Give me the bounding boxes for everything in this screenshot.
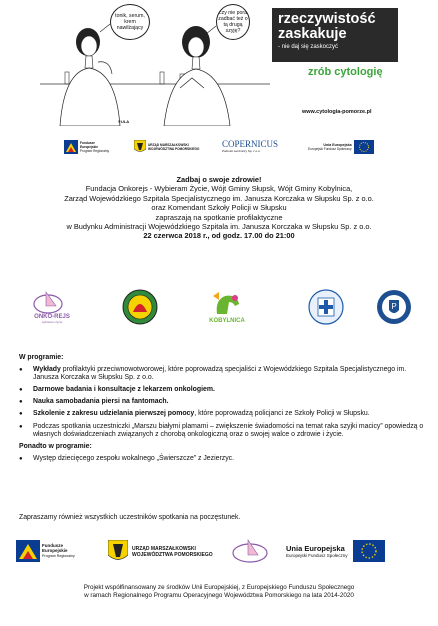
logo-fundusze-europejskie-bottom: Fundusze Europejskie Program Regionalny (16, 540, 75, 562)
campaign-cta: zrób cytologię (308, 66, 383, 78)
logo-urzad-marszalkowski: URZĄD MARSZAŁKOWSKI WOJEWÓDZTWA POMORSKIEGO (134, 140, 199, 154)
program-item: ● Szkolenie z zakresu udzielania pierwszej pomocy, które poprowadzą policjanci ze Szkoły Policji w Słupsku. (19, 410, 424, 419)
program-item: ● Występ dziecięcego zespołu wokalnego „Świerszcze” z Jezierzyc. (19, 455, 424, 464)
logo-unia-europejska-bottom: Unia Europejska Europejski Fundusz Społeczny (286, 540, 385, 562)
fe-emblem-icon (64, 140, 78, 154)
slupsk-crest-icon (121, 288, 159, 326)
funding-footer: Projekt współfinansowany ze środków Unii Europejskiej, z Europejskiego Funduszu Społecznego w ramach Regionalnego Programu Operacyjnego Województwa Pomorskiego na lata 2014-2020 (83, 584, 355, 599)
logo-urzad-marszalkowski-bottom: URZĄD MARSZAŁKOWSKI WOJEWÓDZTWA POMORSKIEGO (108, 540, 213, 564)
illustration (40, 2, 270, 126)
campaign-brand (272, 6, 412, 126)
speech-bubble-right: czy nie pora zadbać też o tą drugą szyję? (216, 4, 250, 40)
artist-signature: ©ULA (118, 119, 130, 124)
program-item: ● Darmowe badania i konsultacje z lekarzem onkologiem. (19, 386, 424, 395)
invitation-heading: Zadbaj o swoje zdrowie! (176, 175, 262, 184)
speech-bubble-left: tonik, serum, krem nawilżający (110, 4, 150, 40)
program-heading: W programie: (19, 354, 64, 361)
program-section (19, 354, 424, 467)
program-item: ● Wykłady profilaktyki przeciwnowotworowej, które poprowadzą specjaliści z Wojewódzkiego Szpitala Specjalistycznego im. Janusza Korczaka w Słupsku Sp. z o.o. (19, 366, 424, 383)
logo-kobylnica: KOBYLNICA (202, 285, 252, 329)
onkorejs-sailboat-icon (32, 290, 72, 314)
additional-program-list (19, 455, 424, 464)
logo-szkola-policji (374, 287, 414, 327)
top-logo-row (64, 138, 374, 162)
invitation-text: Zadbaj o swoje zdrowie! Fundacja Onkorejs - Wybieram Życie, Wójt Gminy Słupsk, Wójt Gminy Kobylnica, Zarząd Wojewódzkiego Szpitala Specjalistycznego im. Janusza Korczaka w Słupsku Sp. z o.o. oraz Komendant Szkoły Policji w Słupsku zapraszają na spotkanie profilaktyczne w Budynku Administracji Wojewódzkiego Szpitala im. Janusza Korczaka w Słupsku Sp. z o.o. 22 czerwca 2018 r., od godz. 17.00 do 21:00 (0, 175, 438, 241)
partner-logo-row (24, 285, 414, 329)
logo-fundusze-europejskie: Fundusze Europejskie Program Regionalny (64, 140, 109, 154)
griffin-crest-icon (134, 140, 146, 154)
logo-onkorejs-bottom (230, 538, 270, 564)
bottom-logo-row (16, 538, 416, 568)
logo-gmina-slupsk (120, 287, 160, 327)
fe-emblem-icon (16, 540, 40, 562)
logo-onkorejs: ONKO-REJS wybieram życie (24, 285, 80, 329)
banner (40, 2, 400, 126)
logo-unia-europejska: Unia Europejska Europejski Fundusz Społeczny (308, 140, 374, 154)
logo-szpital-slupsk (306, 287, 346, 327)
additional-program-heading: Ponadto w programie: (19, 443, 92, 451)
kobylnica-horse-icon (209, 290, 245, 318)
svg-text:P: P (391, 302, 397, 311)
campaign-title-box (272, 8, 398, 62)
refreshments-note: Zapraszamy również wszystkich uczestników spotkania na poczęstunek. (19, 514, 241, 521)
program-item: ● Nauka samobadania piersi na fantomach. (19, 398, 424, 407)
event-date: 22 czerwca 2018 r., od godz. 17.00 do 21:00 (143, 231, 295, 241)
eu-flag-icon (354, 140, 374, 154)
police-school-badge-icon (375, 288, 413, 326)
griffin-crest-icon (108, 540, 128, 564)
eu-flag-icon (353, 540, 385, 562)
hospital-cross-icon (307, 288, 345, 326)
campaign-title: rzeczywistość zaskakuje (278, 11, 376, 42)
campaign-url[interactable]: www.cytologia-pomorze.pl (302, 109, 372, 115)
program-list (19, 366, 424, 440)
program-item: ● Podczas spotkania uczestniczki „Marszu białymi plamami – zwiększenie świadomości na temat raka szyjki macicy” opowiedzą o własnych doświadczeniach związanych z chorobą onkologiczną oraz o swojej walce o zdrowie i życie. (19, 423, 424, 440)
logo-copernicus: COPERNICUS Podmiot Leczniczy Sp. z o.o. (222, 139, 279, 153)
campaign-subtitle: - nie daj się zaskoczyć (278, 44, 339, 50)
onkorejs-sailboat-icon (230, 538, 270, 564)
